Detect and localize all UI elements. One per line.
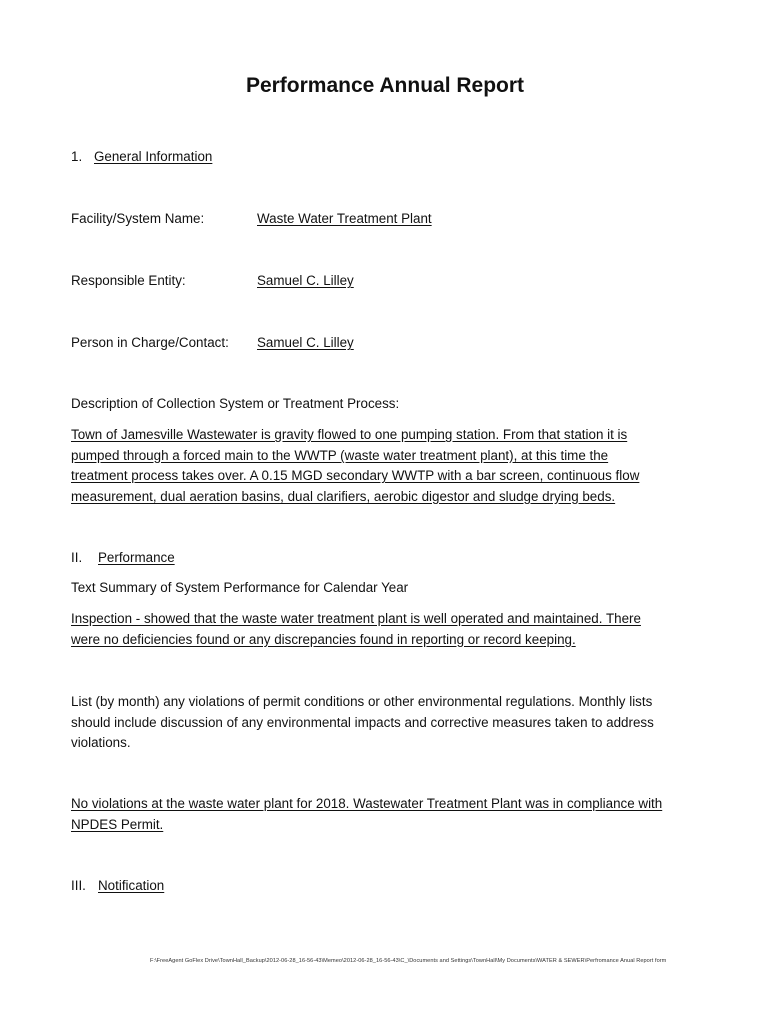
violations-prompt-paragraph [71,692,711,754]
description-label: Description of Collection System or Treatment Process: [71,396,400,411]
page-title: Performance Annual Report [245,74,525,97]
violations-prompt-line: should include discussion of any environmental impacts and corrective measures taken to address [71,714,654,730]
violations-prompt-line: violations. [71,735,131,750]
inspection-paragraph [71,609,711,650]
section-3-heading: Notification [98,878,165,893]
section-3-number: III. [71,878,86,893]
inspection-line: were no deficiencies found or any discrepancies found in reporting or record keeping. [71,631,576,647]
section-2-heading: Performance [98,550,175,565]
inspection-line: Inspection - showed that the waste water treatment plant is well operated and maintained. There [71,611,641,626]
facility-name-value: Waste Water Treatment Plant [257,211,432,226]
section-2-number: II. [71,550,83,565]
violations-answer-paragraph [71,794,711,835]
violations-prompt-line: List (by month) any violations of permit conditions or other environmental regulations. Monthly lists [71,694,653,709]
footer-file-path: F:\FreeAgent GoFlex Drive\TownHall_Backup\2012-06-28_16-56-43\Memeo\2012-06-28_16-56-43\C_\Documents and Settings\TownHall\My Documents\WATER & SEWER\Perfromance Anual Report form [150,958,667,964]
contact-person-value: Samuel C. Lilley [257,335,354,350]
description-line: pumped through a forced main to the WWTP (waste water treatment plant), at this time the [71,447,609,463]
contact-person-label: Person in Charge/Contact: [71,335,229,350]
section-1-number: 1. [71,149,83,164]
violations-answer-line: NPDES Permit. [71,816,164,832]
performance-summary-label: Text Summary of System Performance for Calendar Year [71,580,409,595]
description-line: Town of Jamesville Wastewater is gravity flowed to one pumping station. From that station it is [71,427,628,442]
facility-name-label: Facility/System Name: [71,211,205,226]
description-paragraph [71,425,711,507]
responsible-entity-label: Responsible Entity: [71,273,186,288]
section-1-heading: General Information [94,149,213,164]
responsible-entity-value: Samuel C. Lilley [257,273,354,288]
violations-answer-line: No violations at the waste water plant for 2018. Wastewater Treatment Plant was in compliance with [71,796,663,811]
description-line: measurement, dual aeration basins, dual clarifiers, aerobic digestor and sludge drying beds. [71,488,616,504]
description-line: treatment process takes over. A 0.15 MGD secondary WWTP with a bar screen, continuous flow [71,468,640,483]
